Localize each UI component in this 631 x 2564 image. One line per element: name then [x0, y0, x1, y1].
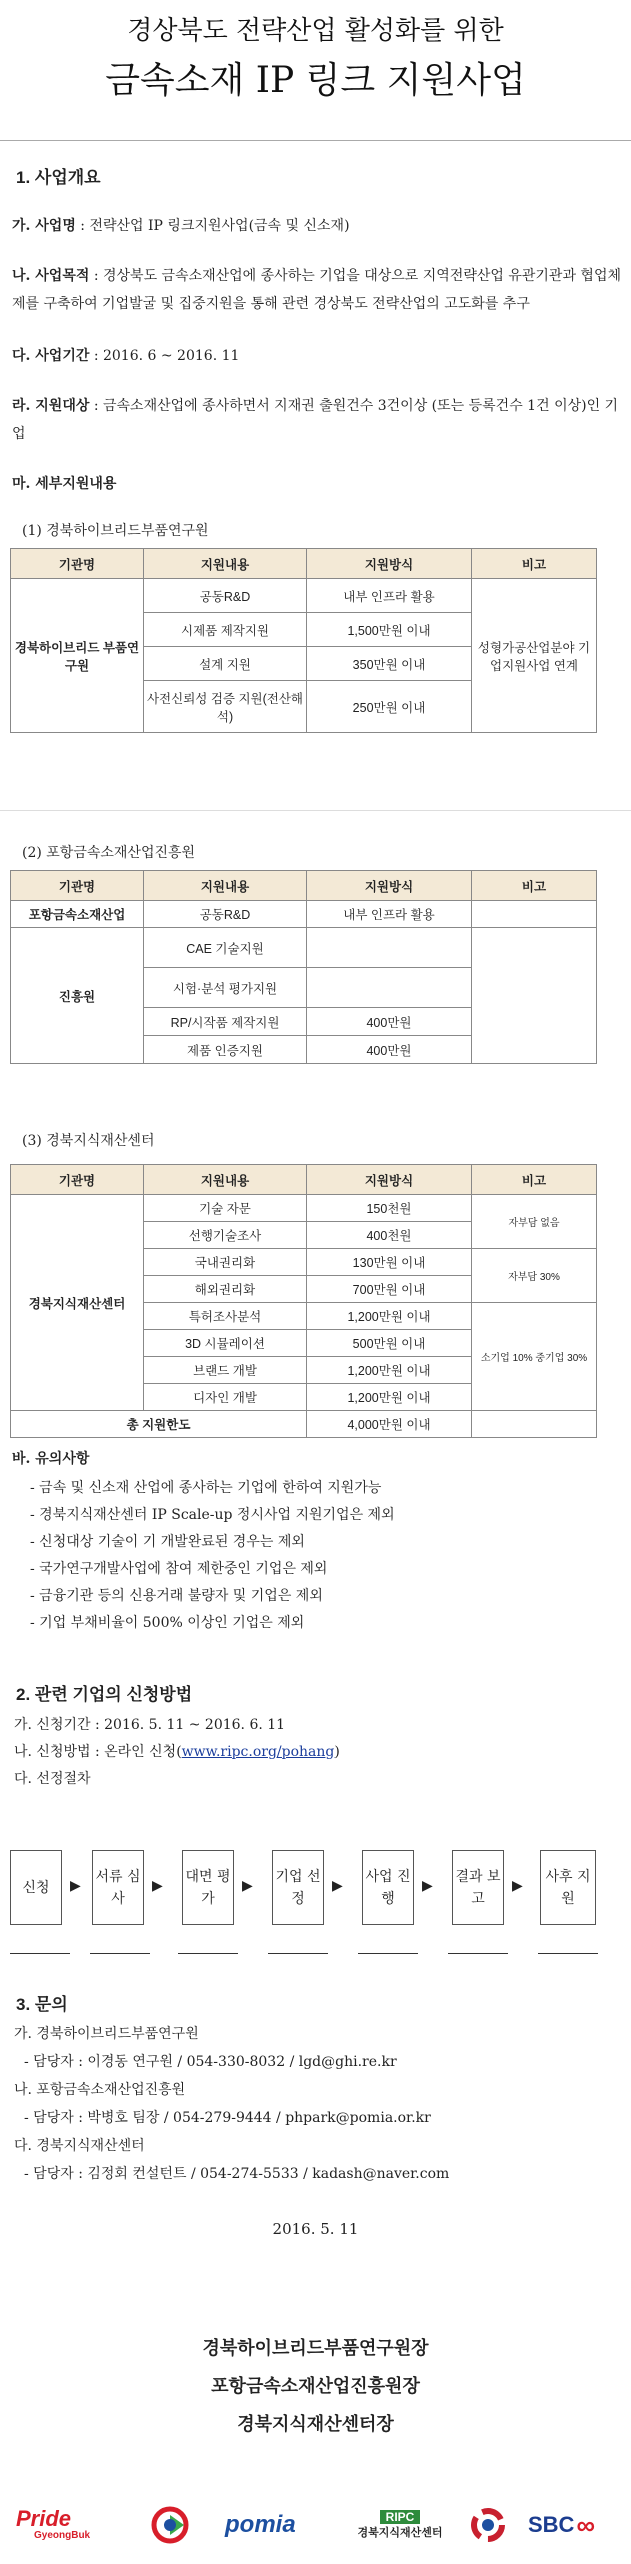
table3: 기관명 지원내용 지원방식 비고 경북지식재산센터 기술 자문 150천원 자부담 없음 선행기술조사 400천원 국내권리화 130만원 이내 자부담 30% 해외권리화 700만원 이내 특허조사분석 1,200만원 이내 소기업 10% 중기업 30% 3D 시뮬레이션 500만원 이내 브랜드 개발 1,200만원 이내 디자인 개발 1,200만원 이내 총 지원한도 4,000만원 이내 [10, 1164, 597, 1438]
pride-gyeongbuk-logo: Pride GyeongBuk [16, 2506, 91, 2541]
table2-caption: (2) 포항금속소재산업진흥원 [22, 845, 196, 861]
flow-step: 신청 [10, 1850, 62, 1925]
section-3-title: 3. 문의 [16, 1995, 68, 2014]
notes-title: 바. 유의사항 [12, 1451, 90, 1467]
signatures: 경북하이브리드부품연구원장 포항금속소재산업진흥원장 경북지식재산센터장 [202, 2338, 429, 2435]
apply-method: 나. 신청방법 : 온라인 신청(www.ripc.org/pohang) [14, 1744, 340, 1760]
arrow-icon: ▶ [242, 1878, 253, 1894]
apply-period: 가. 신청기간 : 2016. 5. 11 ~ 2016. 6. 11 [14, 1717, 286, 1733]
item-ga: 가. 사업명 : 전략산업 IP 링크지원사업(금속 및 신소재) [12, 218, 350, 234]
note-item: - 국가연구개발사업에 참여 제한중인 기업은 제외 [30, 1561, 328, 1577]
title-line2: 금속소재 IP 링크 지원사업 [105, 60, 526, 101]
emblem-logo [470, 2505, 520, 2545]
item-ra: 라. 지원대상 : 금속소재산업에 종사하면서 지재권 출원건수 3건이상 (또는 등록건수 1건 이상)인 기업 [12, 398, 619, 442]
table2: 기관명 지원내용 지원방식 비고 포항금속소재산업 공동R&D 내부 인프라 활용 진흥원 CAE 기술지원 시험·분석 평가지원 RP/시작품 제작지원 400만원 제품 인증지원 400만원 [10, 870, 597, 1064]
table3-caption: (3) 경북지식재산센터 [22, 1133, 155, 1149]
arrow-icon: ▶ [70, 1878, 81, 1894]
contact-3: - 담당자 : 김정회 컨설턴트 / 054-274-5533 / kadash@naver.com [24, 2166, 450, 2182]
sbc-logo: SBC ∞ [528, 2509, 595, 2540]
flow-step: 사업 진행 [362, 1850, 414, 1925]
flow-step: 사후 지원 [540, 1850, 596, 1925]
note-item: - 경북지식재산센터 IP Scale-up 정시사업 지원기업은 제외 [30, 1507, 395, 1523]
apply-link[interactable]: www.ripc.org/pohang [181, 1744, 335, 1760]
table1: 기관명 지원내용 지원방식 비고 경북하이브리드 부품연구원 공동R&D 내부 인프라 활용 성형가공산업분야 기업지원사업 연계 시제품 제작지원 1,500만원 이내 설계 지원 350만원 이내 사전신뢰성 검증 지원(전산해석) 250만원 이내 [10, 548, 597, 733]
pomia-logo: pomia [225, 2511, 296, 2538]
contact-1: - 담당자 : 이경동 연구원 / 054-330-8032 / lgd@ghi.re.kr [24, 2054, 397, 2070]
table1-caption: (1) 경북하이브리드부품연구원 [22, 523, 209, 539]
table1-org: 경북하이브리드 부품연구원 [11, 579, 144, 733]
note-item: - 금속 및 신소재 산업에 종사하는 기업에 한하여 지원가능 [30, 1480, 382, 1496]
item-da: 다. 사업기간 : 2016. 6 ~ 2016. 11 [12, 348, 240, 364]
arrow-icon: ▶ [422, 1878, 433, 1894]
divider [0, 140, 631, 141]
arrow-icon: ▶ [512, 1878, 523, 1894]
notes-list [30, 1475, 395, 1637]
ghi-logo [150, 2505, 210, 2545]
title-line1: 경상북도 전략산업 활성화를 위한 [127, 16, 504, 46]
apply-procedure: 다. 선정절차 [14, 1771, 91, 1787]
document-date: 2016. 5. 11 [272, 2220, 359, 2238]
note-item: - 신청대상 기술이 기 개발완료된 경우는 제외 [30, 1534, 305, 1550]
contact-2: - 담당자 : 박병호 팀장 / 054-279-9444 / phpark@pomia.or.kr [24, 2110, 431, 2126]
flow-step: 결과 보고 [452, 1850, 504, 1925]
note-item: - 기업 부채비율이 500% 이상인 기업은 제외 [30, 1615, 305, 1631]
arrow-icon: ▶ [332, 1878, 343, 1894]
arrow-icon: ▶ [152, 1878, 163, 1894]
table1-note: 성형가공산업분야 기업지원사업 연계 [472, 579, 597, 733]
item-ma: 마. 세부지원내용 [12, 476, 117, 492]
section-2-title: 2. 관련 기업의 신청방법 [16, 1685, 193, 1704]
flow-step: 서류 심사 [92, 1850, 144, 1925]
contacts: 가. 경북하이브리드부품연구원 - 담당자 : 이경동 연구원 / 054-330-8032 / lgd@ghi.re.kr 나. 포항금속소재산업진흥원 - 담당자 : 박병호 팀장 / 054-279-9444 / phpark@pomia.or.kr 다. 경북지식재산센터 - 담당자 : 김정회 컨설턴트 / 054-274-5533 / kadash@naver.com [14, 2020, 449, 2188]
flow-step: 대면 평가 [182, 1850, 234, 1925]
flow-step: 기업 선정 [272, 1850, 324, 1925]
item-na: 나. 사업목적 : 경상북도 금속소재산업에 종사하는 기업을 대상으로 지역전략산업 유관기관과 협업체제를 구축하여 기업발굴 및 집중지원을 통해 관련 경상북도 전략산업의 고도화를 추구 [12, 268, 622, 312]
ripc-logo: RIPC 경북지식재산센터 [357, 2510, 443, 2539]
note-item: - 금융기관 등의 신용거래 불량자 및 기업은 제외 [30, 1588, 323, 1604]
section-1-title: 1. 사업개요 [16, 168, 101, 187]
